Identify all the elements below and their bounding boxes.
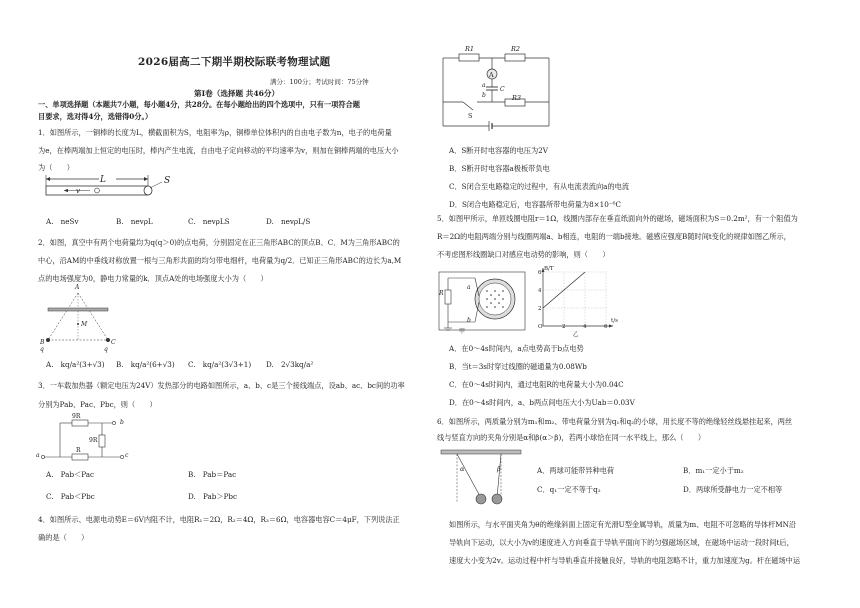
q1-label-v: v <box>76 186 81 195</box>
q3-option-d[interactable]: D. Pab＞Pbc <box>188 492 238 501</box>
q5-stem-3: 不考虑图形线圈缺口对感应电动势的影响，则（ ） <box>437 250 610 259</box>
q2-label-q-right: q <box>104 346 108 353</box>
q3-stem-1: 3．一车载加热器（额定电压为24V）发热部分的电路如图所示，a、b、c是三个接线端点，设ab、ac、bc间的功率 <box>38 381 405 390</box>
q5-stem-1: 5．如图甲所示，单匝线圈电阻r＝1Ω，线圈内部存在垂直纸面向外的磁场，磁场面积为S＝0.2m²，有一个阻值为 <box>437 214 798 223</box>
q1-rod-figure <box>44 172 174 210</box>
q1-stem-3: 为（ ） <box>38 163 74 172</box>
q5-tick-y4: 4 <box>538 288 542 294</box>
q5-option-b[interactable]: B．当t＝3s时穿过线圈的磁通量为0.08Wb <box>449 362 587 371</box>
instructions-line-1: 一、单项选择题（本题共7小题，每小题4分，共28分。在每小题给出的四个选项中，只有一项符合题 <box>38 100 360 109</box>
q4-option-d[interactable]: D．S闭合电路稳定后，电容器所带电荷量为8×10⁻⁶C <box>449 200 621 209</box>
exam-meta: 满分：100分；考试时间：75分钟 <box>270 78 369 86</box>
q1-label-L: L <box>100 175 106 185</box>
q6-stem-2: 线与竖直方向的夹角分别是α和β(α＞β)，若两小球恰在同一水平线上，那么（ ） <box>437 433 706 442</box>
q5-tick-x4: 4 <box>583 324 587 330</box>
q2-option-b[interactable]: B. kq/a²(6+√3) <box>116 360 175 369</box>
q3-heater-circuit <box>42 415 129 463</box>
q4-label-r3: R3 <box>512 94 522 102</box>
exam-title: 2026届高二下期半期校际联考物理试题 <box>138 56 331 68</box>
q2-label-c: C <box>111 339 116 346</box>
q6-stem-1: 6．如图所示，两质量分别为m₁和m₂、带电荷量分别为q₁和q₂的小球，用长度不等的绝缘轻丝线悬挂起来，两丝 <box>437 417 793 426</box>
q3-option-a[interactable]: A. Pab＜Pac <box>46 470 95 479</box>
q1-option-a[interactable]: A. neSv <box>46 217 79 226</box>
q1-option-d[interactable]: D. nevρL/S <box>266 217 311 226</box>
q3-label-9r-top: 9R <box>72 413 81 420</box>
q2-label-q-left: q <box>40 346 44 353</box>
q2-label-m: M <box>81 321 88 328</box>
q2-stem-1: 2．如图，真空中有两个电荷量均为q(q＞0)的点电荷，分别固定在正三角形ABC的顶点B、C．M为三角形ABC的 <box>38 238 400 247</box>
q5-axis-t: t/s <box>611 318 618 324</box>
q2-option-d[interactable]: D. 2√3kq/a² <box>266 360 314 369</box>
q2-label-a: A <box>75 284 80 291</box>
q1-stem-2: 为e，在棒两端加上恒定的电压时，棒内产生电流，自由电子定向移动的平均速率为v，则加在铜棒两端的电压大小 <box>38 146 399 155</box>
q4-option-c[interactable]: C．S闭合至电路稳定的过程中，有从电流表流向a的电流 <box>449 182 630 191</box>
q2-stem-2: 中心，沿AM的中垂线对称放置一根与三角形共面的均匀带电细杆，电荷量为q/2．已知正三角形ABC的边长为a,M <box>38 256 402 265</box>
q2-stem-3: 点的电场强度为0，静电力常量的k．顶点A处的电场强度大小为（ ） <box>38 274 268 283</box>
q7-line-1: 如图所示，与水平面夹角为θ的绝缘斜面上固定有光滑U型金属导轨，质量为m、电阻不可忽略的导体杆MN沿 <box>449 520 797 529</box>
q1-option-b[interactable]: B. nevρL <box>116 217 153 226</box>
q3-label-9r-side: 9R <box>89 437 98 444</box>
q3-label-a: a <box>36 452 40 459</box>
q5-label-jia: 甲 <box>459 328 466 335</box>
q5-option-c[interactable]: C．在0～4s时间内，通过电阻R的电荷量大小为0.04C <box>449 380 624 389</box>
q2-triangle-figure <box>42 290 118 348</box>
q4-option-b[interactable]: B．S断开时电容器a极板带负电 <box>449 164 550 173</box>
q4-label-r2: R2 <box>511 45 521 53</box>
q5-stem-2: R＝2Ω的电阻两端分别与线圈两端a、b相连，电阻的一端b接地。磁感应强度B随时间t变化的规律如图乙所示， <box>437 232 791 241</box>
q5-tick-x6: 6 <box>604 324 608 330</box>
q4-option-a[interactable]: A．S断开时电容器的电压为2V <box>449 146 548 155</box>
q6-pendulum-figure <box>441 448 525 508</box>
q6-option-d[interactable]: D．两球所受静电力一定不相等 <box>683 485 783 494</box>
q1-option-c[interactable]: C. nevρLS <box>188 217 230 226</box>
q1-stem-1: 1．如图所示，一铜棒的长度为L，横截面积为S，电阻率为ρ，铜棒单位体积内的自由电子数为n，电子的电荷量 <box>38 128 392 137</box>
q5-label-r: R <box>439 290 444 297</box>
q4-label-r1: R1 <box>465 45 475 53</box>
q2-label-b: B <box>40 339 45 346</box>
q4-stem-1: 4．如图所示、电源电动势E＝6V内阻不计，电阻R₁＝2Ω，R₂＝4Ω，R₃＝6Ω，电容器电容C＝4μF，下列说法正 <box>38 515 400 524</box>
q2-option-a[interactable]: A. kq/a²(3+√3) <box>46 360 105 369</box>
q4-stem-2: 确的是（ ） <box>38 533 89 542</box>
q6-label-beta: β <box>497 465 501 473</box>
q2-option-c[interactable]: C. kq/a²(3√3+1) <box>188 360 252 369</box>
q5-label-yi: 乙 <box>573 332 579 338</box>
q6-option-c[interactable]: C．q₁一定不等于q₂ <box>537 485 601 494</box>
q5-option-d[interactable]: D．在0～4s时间内，a、b两点间电压大小为Uab＝0.03V <box>449 398 635 407</box>
q3-option-b[interactable]: B. Pab＝Pac <box>188 470 237 479</box>
q4-label-s: S <box>468 112 473 120</box>
q3-stem-2: 分别为Pab、Pac、Pbc，则（ ） <box>38 400 157 409</box>
q5-option-a[interactable]: A．在0～4s时间内，a点电势高于b点电势 <box>449 344 584 353</box>
q1-label-S: S <box>164 176 171 186</box>
q6-label-alpha: α <box>460 465 465 473</box>
instructions-line-2: 目要求，选对得4分，选错得0分。） <box>38 112 153 121</box>
q6-option-b[interactable]: B．m₁一定小于m₂ <box>683 466 744 475</box>
q3-label-c: c <box>125 452 129 459</box>
q4-label-b: b <box>482 92 486 99</box>
q5-tick-y6: 6 <box>538 270 542 276</box>
q5-tick-x2: 2 <box>562 324 566 330</box>
q5-tick-y2: 2 <box>538 306 542 312</box>
q4-label-a: a <box>482 82 486 89</box>
q5-coil-figure <box>437 266 529 338</box>
section-heading: 第Ⅰ卷（选择题 共46分） <box>194 89 280 98</box>
q3-label-r: R <box>76 447 81 454</box>
q5-label-b: b <box>467 317 471 324</box>
q3-label-b: b <box>120 419 124 426</box>
q5-origin: O <box>538 324 543 330</box>
q5-axis-b: B/T <box>544 266 554 272</box>
q4-label-c: C <box>500 86 505 93</box>
q7-line-3: 速度大小变为2v。运动过程中杆与导轨垂直并接触良好，导轨的电阻忽略不计，重力加速度为g。杆在磁场中运 <box>449 556 801 565</box>
q6-option-a[interactable]: A．两球可能带异种电荷 <box>537 466 615 475</box>
q5-label-a: a <box>467 284 471 291</box>
q4-label-ammeter: A <box>489 71 494 79</box>
q3-option-c[interactable]: C. Pab＜Pbc <box>46 492 95 501</box>
q7-line-2: 导轨向下运动，以大小为v的速度进入方向垂直于导轨平面向下的匀强磁场区域，在磁场中运动一段时间t后， <box>449 538 794 547</box>
